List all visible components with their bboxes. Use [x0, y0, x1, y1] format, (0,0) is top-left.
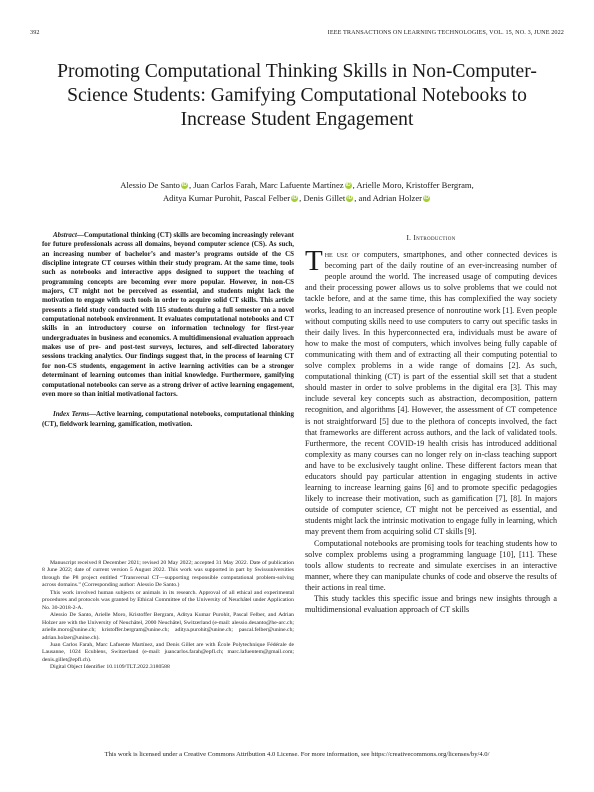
- author-line-1: [50, 179, 544, 192]
- journal-name: IEEE TRANSACTIONS ON LEARNING TECHNOLOGIES, VOL. 15, NO. 3, JUNE 2022: [327, 29, 564, 36]
- abstract-label: Abstract: [53, 231, 77, 239]
- footnotes: [42, 560, 294, 672]
- author-text: Alessio De Santo: [120, 180, 180, 190]
- left-column: [42, 231, 294, 429]
- author-text: , Denis Gillet: [299, 192, 346, 203]
- author-text: , and Adrian Holzer: [354, 192, 423, 203]
- orcid-icon[interactable]: iD: [292, 194, 298, 201]
- paper-title: Promoting Computational Thinking Skills in Non-Computer-Science Students: Gamifying Computational Notebooks to Increase Student Engagement: [57, 61, 537, 130]
- paragraph-text: computers, smartphones, and other connected devices is becoming part of the daily routine of an ever-increasing number of people around the world. The increased usage of computing devices and their processing power allows us to solve problems that we could not tackle before, and at the same time, this has complexified the way society works, leading to an increased presence of nonroutine work [1]. Even people without computing skills need to use computers to carry out specific tasks in their daily lives. In this hyperconnected era, individuals must be aware of how to make the most of computers, which involves being fully capable of communicating with them and of extracting all their computing potential to solve complex problems in a wide range of domains [2]. As such, computational thinking (CT) is part of the essential skill set that a student should master in order to solve problems in the digital era [3]. This may include several key concepts such as abstraction, decomposition, pattern recognition, and algorithms [4]. However, the assessment of CT competence is not straightforward [5] due to the plethora of concepts involved, the fact that frameworks are different across authors, and the lack of validated tools. Furthermore, the recent COVID-19 health crisis has introduced additional complexity as many courses can no longer rely on in-class teaching support and have to be exclusively taught online. These different factors mean that educators should pay particular attention in engaging students in active learning to increase learning gains [6] and to promote specific pedagogies likely to increase their motivation, such as gamification [7], [8]. In majors outside of computer science, CT might not be perceived as essential, and students might lack the intrinsic motivation to engage fully in learning, which may prevent them from acquiring solid CT skills [9].: [305, 250, 557, 537]
- lead-in: he use of: [324, 250, 360, 260]
- author-text: Aditya Kumar Purohit, Pascal Felber: [162, 192, 291, 203]
- intro-paragraph-2: Computational notebooks are promising tools for teaching students how to solve complex problems using a programming language [10], [11]. These tools allow students to recreate and simulate exercises in an interactive manner, where they can manipulate chunks of code and observe the results of their actions in real time.: [305, 538, 557, 592]
- section-title: Introduction: [413, 233, 456, 242]
- footnote-manuscript: Manuscript received 8 December 2021; revised 20 May 2022; accepted 31 May 2022. Date of publication 8 June 2022; date of current version 5 August 2022. This work was supported in part by Swissuniversities through the P8 project entitled “Transversal CT—supporting responsible computational problem-solving across domains.” (Corresponding author: Alessio De Santo.): [42, 560, 294, 589]
- section-heading: [305, 232, 557, 243]
- index-terms: [42, 410, 294, 429]
- orcid-icon[interactable]: iD: [424, 194, 430, 201]
- author-line-2: [50, 192, 544, 205]
- author-list: [50, 179, 544, 204]
- abstract: [42, 231, 294, 399]
- section-numeral: I.: [406, 233, 412, 242]
- drop-cap: T: [305, 245, 323, 278]
- license-notice: This work is licensed under a Creative Commons Attribution 4.0 License. For more information, see https://creativecommons.org/licenses/by/4.0/: [104, 751, 490, 758]
- index-terms-label: Index Terms: [53, 410, 90, 419]
- index-terms-dash: —: [89, 410, 97, 419]
- footnote-doi: Digital Object Identifier 10.1109/TLT.2022.3180588: [50, 664, 170, 671]
- intro-paragraph-1: [305, 245, 557, 537]
- abstract-text: Computational thinking (CT) skills are becoming increasingly relevant for future professionals across all domains, beyond computer science (CS). As such, an increasing number of bachelor’s and master’s programs outside of the CS discipline integrate CT courses within their study program. At the same time, tools such as notebooks and interactive apps designed to support the teaching of programming concepts are becoming ever more popular. However, in non-CS majors, CT might not be perceived as essential, and students might lack the motivation to engage with such tools in order to acquire solid CT skills. This article presents a field study conducted with 115 students during a full semester on a novel computational notebook environment. It evaluates computational notebooks and CT skills in an introductory course on information technology for first-year undergraduates in business and economics. A multidimensional evaluation approach makes use of pre- and post-test surveys, lectures, and self-directed laboratory sessions tracking analytics. Our findings suggest that, in the process of learning CT for non-CS students, engagement in active learning activities can be a stronger determinant of learning outcomes than initial knowledge. Furthermore, gamifying computational notebooks can serve as a strong driver of active learning engagement, even more so than initial motivational factors.: [42, 231, 294, 398]
- footnote-affiliation-unine: Alessio De Santo, Arielle Moro, Kristoffer Bergram, Aditya Kumar Purohit, Pascal Felber, and Adrian Holzer are with the University of Neuchâtel, 2000 Neuchâtel, Switzerland (e-mail: alessio.desanto@he-arc.ch; arielle.moro@unine.ch; kristoffer.bergram@unine.ch; aditya.purohit@unine.ch; pascal.felber@unine.ch; adrian.holzer@unine.ch).: [42, 612, 294, 641]
- page-number: 392: [30, 29, 40, 36]
- footnote-affiliation-epfl: Juan Carlos Farah, Marc Lafuente Martínez, and Denis Gillet are with École Polytechnique Fédérale de Lausanne, 1024 Ecublens, Switzerland (e-mail: juancarlos.farah@epfl.ch; marc.lafuentem@gmail.com; denis.gillet@epfl.ch).: [42, 641, 294, 663]
- footnote-ethics: This work involved human subjects or animals in its research. Approval of all ethical and experimental procedures and protocols was granted by Ethical Committee of the University of Neuchâtel under Application No. 30-2018-2-A.: [42, 589, 294, 611]
- orcid-icon[interactable]: iD: [345, 182, 351, 188]
- abstract-dash: —: [76, 231, 84, 239]
- intro-paragraph-3: This study tackles this specific issue and brings new insights through a multidimensional evaluation approach of CT skills: [305, 594, 557, 615]
- orcid-icon[interactable]: iD: [181, 182, 187, 188]
- author-text: , Arielle Moro, Kristoffer Bergram,: [352, 180, 474, 190]
- right-column: [305, 232, 557, 615]
- author-text: , Juan Carlos Farah, Marc Lafuente Martínez: [188, 180, 344, 190]
- index-terms-text: Active learning, computational notebooks, computational thinking (CT), fieldwork learning, gamification, motivation.: [42, 410, 294, 428]
- orcid-icon[interactable]: iD: [347, 194, 353, 201]
